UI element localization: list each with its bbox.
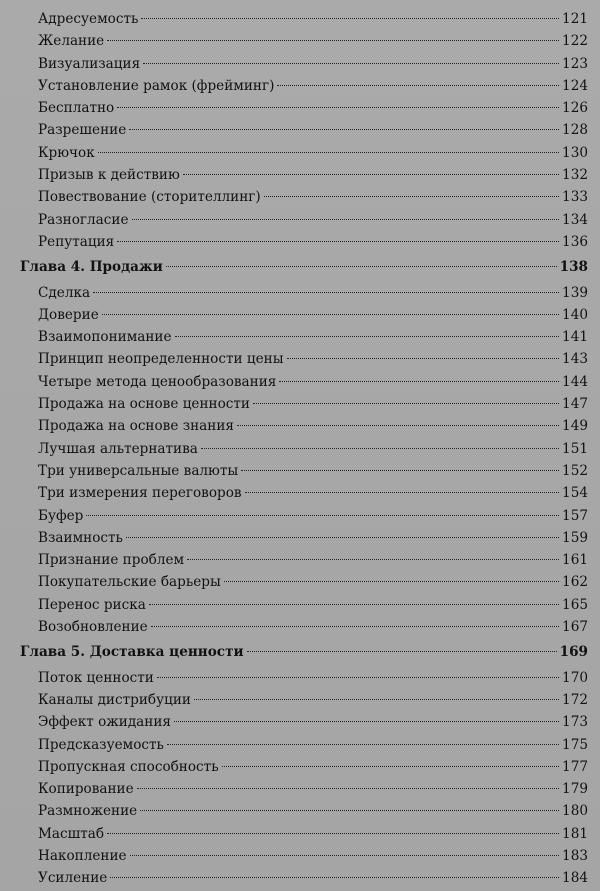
page-number: 143 (562, 351, 588, 368)
toc-entry (0, 689, 600, 711)
toc-entry (0, 186, 600, 208)
entry-title: Поток ценности (38, 669, 154, 686)
entry-title: Адресуемость (38, 11, 139, 27)
toc-entry (0, 8, 600, 30)
page-number: 122 (562, 33, 588, 50)
toc-entry (0, 527, 600, 549)
toc-entry (0, 482, 600, 504)
page-number: 136 (562, 233, 588, 250)
page-number: 126 (562, 100, 588, 117)
dot-leader (166, 266, 557, 267)
toc-entry (0, 711, 600, 733)
page-number: 175 (562, 736, 588, 753)
dot-leader (175, 336, 559, 337)
page-number: 144 (562, 373, 588, 390)
page-number: 121 (562, 11, 588, 27)
chapter-title: Глава 5. Доставка ценности (20, 644, 244, 661)
dot-leader (157, 677, 559, 678)
page-number: 139 (562, 284, 588, 301)
entry-title: Желание (38, 33, 105, 50)
toc-entry (0, 75, 600, 97)
page-number: 151 (562, 440, 588, 457)
entry-title: Признание проблем (38, 552, 185, 569)
dot-leader (117, 241, 559, 242)
dot-leader (143, 63, 559, 64)
page-number: 179 (562, 781, 588, 798)
page-number: 162 (562, 574, 588, 591)
toc-entry (0, 164, 600, 186)
dot-leader (98, 152, 559, 153)
entry-title: Принцип неопределенности цены (38, 351, 284, 368)
toc-entry (0, 845, 600, 867)
dot-leader (287, 358, 559, 359)
dot-leader (137, 788, 559, 789)
toc-entry (0, 30, 600, 52)
entry-title: Сделка (38, 284, 91, 301)
page-number: 123 (562, 55, 588, 72)
page-number: 124 (562, 77, 588, 94)
entry-title: Призыв к действию (38, 167, 180, 184)
toc-entry (0, 778, 600, 800)
toc-entry (0, 571, 600, 593)
toc-entry (0, 594, 600, 616)
entry-title: Взаимопонимание (38, 329, 172, 346)
dot-leader (107, 40, 559, 41)
entry-title: Разногласие (38, 211, 129, 228)
toc-entry (0, 505, 600, 527)
dot-leader (129, 129, 559, 130)
dot-leader (140, 810, 559, 811)
toc-entry (0, 209, 600, 231)
entry-title: Покупательские барьеры (38, 574, 221, 591)
entry-title: Установление рамок (фрейминг) (38, 77, 275, 94)
dot-leader (117, 107, 559, 108)
dot-leader (201, 448, 559, 449)
page-number: 173 (562, 714, 588, 731)
dot-leader (174, 721, 559, 722)
toc-entry (0, 756, 600, 778)
dot-leader (237, 425, 559, 426)
entry-title: Репутация (38, 233, 115, 250)
toc-entry (0, 231, 600, 253)
entry-title: Каналы дистрибуции (38, 691, 191, 708)
dot-leader (167, 744, 559, 745)
entry-title: Усиление (38, 870, 108, 887)
dot-leader (151, 626, 559, 627)
dot-leader (102, 314, 559, 315)
entry-title: Крючок (38, 144, 95, 161)
entry-title: Взаимность (38, 529, 123, 546)
toc-chapter-heading (0, 641, 600, 663)
toc-entry (0, 460, 600, 482)
page-number: 147 (562, 396, 588, 413)
page-number: 154 (562, 485, 588, 502)
entry-title: Доверие (38, 306, 99, 323)
toc-entry (0, 393, 600, 415)
table-of-contents (0, 8, 600, 890)
page-number: 161 (562, 552, 588, 569)
entry-title: Масштаб (38, 825, 105, 842)
entry-title: Лучшая альтернатива (38, 440, 198, 457)
entry-title: Продажа на основе знания (38, 418, 234, 435)
entry-title: Пропускная способность (38, 758, 219, 775)
entry-title: Возобновление (38, 619, 148, 636)
entry-title: Бесплатно (38, 100, 115, 117)
chapter-title: Глава 4. Продажи (20, 259, 163, 276)
page-number: 177 (562, 758, 588, 775)
dot-leader (224, 581, 559, 582)
toc-entry (0, 97, 600, 119)
toc-entry (0, 667, 600, 689)
page-number: 132 (562, 167, 588, 184)
dot-leader (241, 470, 559, 471)
dot-leader (253, 403, 559, 404)
toc-entry (0, 326, 600, 348)
dot-leader (130, 855, 559, 856)
page-number: 184 (562, 870, 588, 887)
page-number: 152 (562, 462, 588, 479)
dot-leader (183, 174, 559, 175)
dot-leader (222, 766, 559, 767)
page-number: 138 (559, 259, 588, 276)
entry-title: Разрешение (38, 122, 127, 139)
page-number: 140 (562, 306, 588, 323)
page-number: 181 (562, 825, 588, 842)
entry-title: Четыре метода ценообразования (38, 373, 277, 390)
toc-entry (0, 415, 600, 437)
dot-leader (247, 651, 557, 652)
page-number: 133 (562, 189, 588, 206)
dot-leader (194, 699, 559, 700)
page-number: 167 (562, 619, 588, 636)
dot-leader (187, 559, 559, 560)
toc-entry (0, 53, 600, 75)
entry-title: Копирование (38, 781, 134, 798)
entry-title: Буфер (38, 507, 84, 524)
dot-leader (277, 85, 559, 86)
entry-title: Три универсальные валюты (38, 462, 239, 479)
toc-chapter-heading (0, 256, 600, 278)
page-number: 128 (562, 122, 588, 139)
toc-entry (0, 823, 600, 845)
dot-leader (86, 515, 559, 516)
dot-leader (110, 877, 559, 878)
page-number: 157 (562, 507, 588, 524)
entry-title: Три измерения переговоров (38, 485, 242, 502)
page-number: 159 (562, 529, 588, 546)
page-number: 170 (562, 669, 588, 686)
entry-title: Визуализация (38, 55, 141, 72)
toc-entry (0, 119, 600, 141)
page-number: 180 (562, 803, 588, 820)
page-number: 169 (559, 644, 588, 661)
toc-entry (0, 348, 600, 370)
dot-leader (141, 18, 559, 19)
page-number: 141 (562, 329, 588, 346)
dot-leader (126, 537, 559, 538)
toc-entry (0, 282, 600, 304)
toc-entry (0, 616, 600, 638)
dot-leader (107, 833, 559, 834)
toc-entry (0, 438, 600, 460)
entry-title: Размножение (38, 803, 138, 820)
dot-leader (245, 492, 559, 493)
toc-entry (0, 734, 600, 756)
page-number: 172 (562, 691, 588, 708)
page-number: 183 (562, 847, 588, 864)
page-number: 165 (562, 596, 588, 613)
page-number: 134 (562, 211, 588, 228)
dot-leader (132, 219, 560, 220)
dot-leader (93, 292, 559, 293)
toc-entry (0, 867, 600, 889)
entry-title: Эффект ожидания (38, 714, 171, 731)
entry-title: Повествование (сторителлинг) (38, 189, 261, 206)
toc-entry (0, 549, 600, 571)
toc-entry (0, 142, 600, 164)
toc-entry (0, 371, 600, 393)
entry-title: Продажа на основе ценности (38, 396, 250, 413)
toc-entry (0, 800, 600, 822)
entry-title: Перенос риска (38, 596, 146, 613)
dot-leader (149, 604, 559, 605)
entry-title: Накопление (38, 847, 127, 864)
dot-leader (264, 196, 559, 197)
page-number: 130 (562, 144, 588, 161)
toc-entry (0, 304, 600, 326)
page-number: 149 (562, 418, 588, 435)
entry-title: Предсказуемость (38, 736, 164, 753)
dot-leader (279, 381, 559, 382)
